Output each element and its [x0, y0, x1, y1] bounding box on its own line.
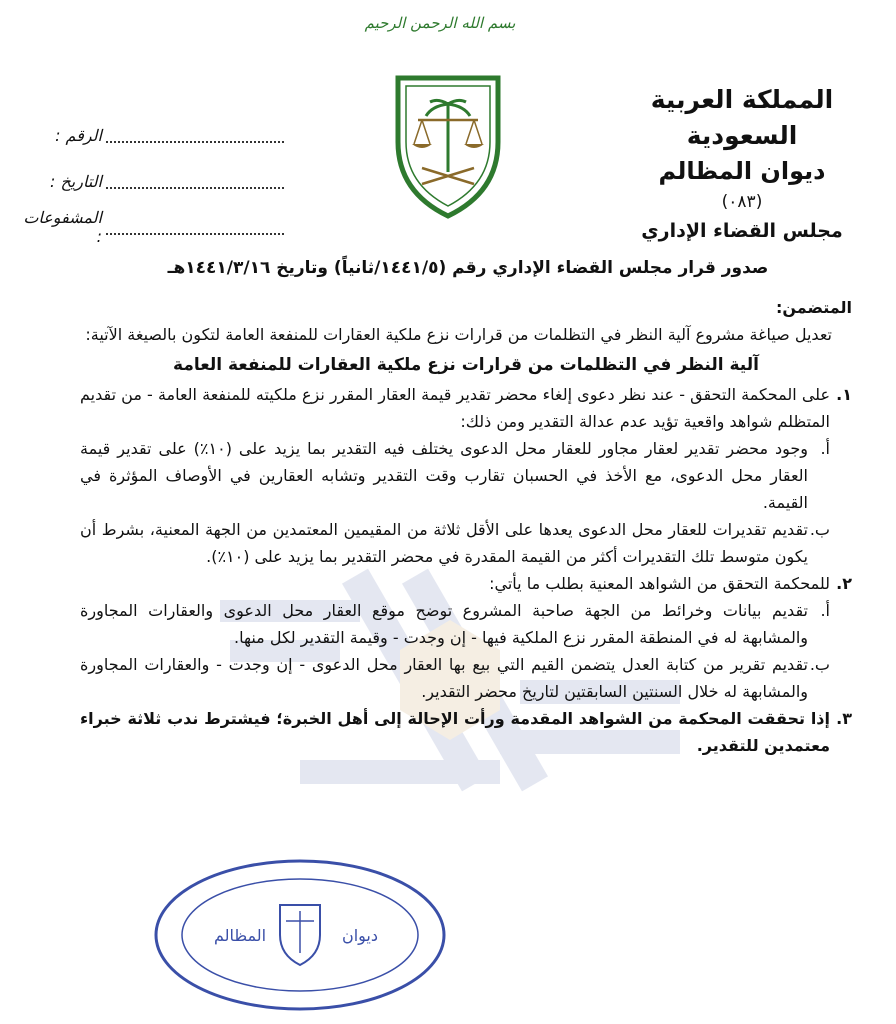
sub-item-letter: أ.: [820, 601, 830, 620]
letter-fields: [23, 112, 290, 250]
sub-item-text: تقديم تقرير من كتابة العدل يتضمن القيم التي بيع بها العقار محل الدعوى - إن وجدت - والعقارات المجاورة والمشابهة له خلال السنتين السابقتين لتاريخ محضر التقدير.: [80, 655, 808, 701]
contains-label: المتضمن:: [775, 298, 852, 317]
list-item: [80, 381, 852, 435]
stamp-text-right: ديوان: [341, 926, 379, 945]
item-number: ٢.: [836, 574, 852, 593]
sub-item-letter: أ.: [820, 439, 830, 458]
sub-item: [80, 435, 830, 516]
field-number: [30, 112, 290, 158]
item-text: للمحكمة التحقق من الشواهد المعنية بطلب ما يأتي:: [489, 574, 830, 593]
emblem-shield-icon: [392, 72, 504, 220]
letterhead-right: [612, 82, 872, 246]
sub-item: [80, 516, 830, 570]
field-number-label: الرقم :: [55, 125, 102, 145]
item-number: ١.: [836, 385, 852, 404]
field-number-blank: [106, 127, 284, 143]
list-item: [80, 570, 852, 597]
official-stamp: [150, 855, 450, 1015]
sub-item-letter: ب.: [809, 655, 830, 674]
field-attachments: [23, 204, 290, 250]
sub-item: [80, 651, 830, 705]
stamp-text-left: المظالم: [213, 926, 267, 945]
item-number: ٣.: [836, 709, 852, 728]
sub-item-text: تقديم تقديرات للعقار محل الدعوى يعدها على الأقل ثلاثة من المقيمين المعتمدين من الجهة المعنية، بشرط أن يكون متوسط تلك التقديرات أكثر من القيمة المقدرة في محضر التقدير بما يزيد على (١٠٪).: [80, 520, 808, 566]
council-name: مجلس القضاء الإداري: [641, 220, 843, 242]
sub-item-text: تقديم بيانات وخرائط من الجهة صاحبة المشروع توضح موقع العقار محل الدعوى والعقارات المجاورة والمشابهة له في المنطقة المقرر نزع الملكية فيها - إن وجدت - وقيمة التقدير لكل منها.: [80, 601, 808, 647]
authority-code: (٠٨٣): [721, 192, 763, 212]
sub-item: [80, 597, 830, 651]
intro-paragraph: تعديل صياغة مشروع آلية النظر في التظلمات من قرارات نزع ملكية العقارات للمنفعة العامة لتكون بالصيغة الآتية:: [85, 325, 832, 344]
kingdom-name: المملكة العربية السعودية: [650, 85, 834, 150]
authority-name: ديوان المظالم: [658, 157, 826, 185]
sub-item-text: وجود محضر تقدير لعقار مجاور للعقار محل الدعوى يختلف فيه التقدير بما يزيد على (١٠٪) على تقدير قيمة العقار محل الدعوى، مع الأخذ في الحسبان تقارب وقت التقدير وتشابه العقارين في الأوصاف المؤثرة في القيمة.: [80, 439, 808, 512]
item-text: على المحكمة التحقق - عند نظر دعوى إلغاء محضر تقدير قيمة العقار المقرر نزع ملكيته للمنفعة العامة - من تقديم المتظلم شواهد واقعية تؤيد عدم عدالة التقدير ومن ذلك:: [80, 385, 830, 431]
mechanism-subtitle: آلية النظر في التظلمات من قرارات نزع ملكية العقارات للمنفعة العامة: [173, 355, 759, 375]
basmala: بسم الله الرحمن الرحيم: [364, 14, 516, 32]
list-item: [80, 705, 852, 759]
document-body: [80, 294, 852, 759]
field-date-blank: [106, 173, 284, 189]
field-date: [30, 158, 290, 204]
field-attachments-blank: [106, 219, 284, 235]
item-text: إذا تحققت المحكمة من الشواهد المقدمة ورأت الإحالة إلى أهل الخبرة؛ فيشترط ندب ثلاثة خبراء معتمدين للتقدير.: [80, 709, 830, 755]
decision-title: صدور قرار مجلس القضاء الإداري رقم (١٤٤١/٥/ثانياً) وتاريخ ١٤٤١/٣/١٦هـ: [167, 258, 769, 278]
field-attachments-label: المشفوعات :: [23, 208, 102, 246]
sub-item-letter: ب.: [809, 520, 830, 539]
field-date-label: التاريخ :: [49, 171, 102, 191]
